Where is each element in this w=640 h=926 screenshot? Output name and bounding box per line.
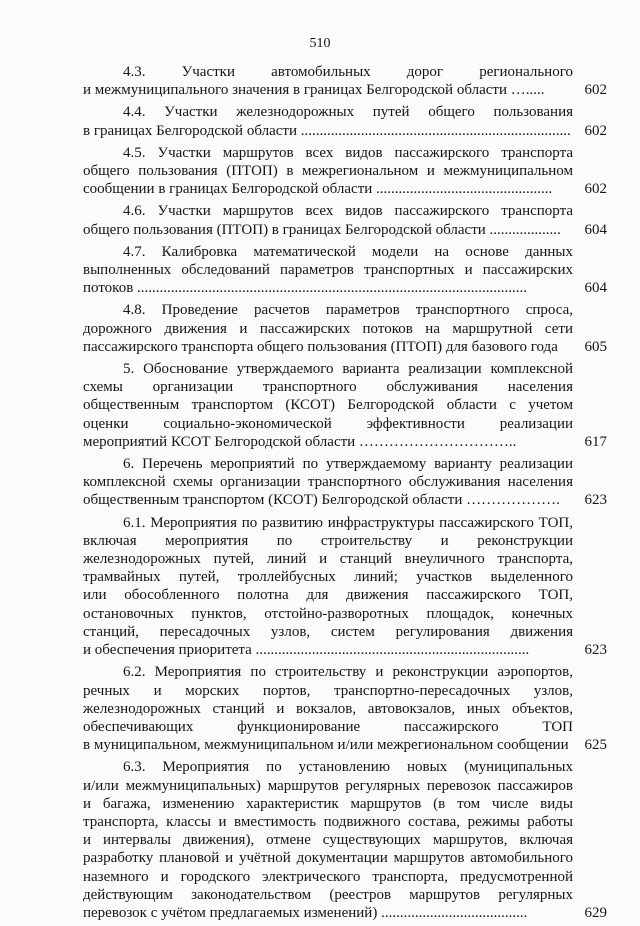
toc-page-number: 605 [584,338,607,355]
toc-line: железнодорожных станций и вокзалов, автовокзалов, иных объектов, [83,700,573,717]
toc-entry [83,202,607,238]
toc-entry-text [83,360,607,451]
toc-line: общественным транспортом (КСОТ) Белгородской области ………………. [83,492,560,509]
toc-page-number: 629 [584,904,607,921]
toc-entry-text [83,144,607,199]
toc-line: обеспечивающих функционирование пассажирского ТОП [83,718,573,735]
toc-line: 6. Перечень мероприятий по утверждаемому варианту реализации [123,456,573,473]
toc-entry-text [83,758,607,922]
toc-line: станций, пересадочных узлов, систем регулирования движения [83,623,573,640]
toc-line: остановочных пунктов, отстойно-разворотных площадок, конечных [83,605,573,622]
toc-entry-text [83,103,607,139]
toc-line: действующим законодательством (реестров маршрутов регулярных [83,886,573,903]
toc-entry-text [83,202,607,238]
toc-line: оценки социально-экономической эффективности реализации [83,415,573,432]
page-number: 510 [309,36,331,51]
toc-line: схемы организации транспортного обслуживания населения [83,379,573,396]
toc-entry [83,144,607,199]
toc-line: речных и морских портов, транспортно-пересадочных узлов, [83,682,573,699]
toc-entry [83,360,607,451]
toc-line: дорожного движения и пассажирских потоков на маршрутной сети [83,320,573,337]
toc-line: общественным транспортом (КСОТ) Белгородской области с учетом [83,397,573,414]
toc-line: общего пользования (ПТОП) в границах Белгородской области ................... [83,221,561,238]
toc-line: 4.5. Участки маршрутов всех видов пассажирского транспорта [123,144,573,161]
toc-entry-text [83,663,607,754]
toc-line: транспорта, классы и вместимость подвижного состава, режимы работы [83,813,573,830]
table-of-contents [83,63,607,926]
toc-line: 4.6. Участки маршрутов всех видов пассажирского транспорта [123,203,573,220]
toc-line: и межмуниципального значения в границах Белгородской области …..... [83,82,545,99]
toc-line: 6.3. Мероприятия по установлению новых (муниципальных [123,759,573,776]
toc-line: 4.4. Участки железнодорожных путей общего пользования [123,104,573,121]
toc-page-number: 602 [584,82,607,99]
toc-entry [83,103,607,139]
toc-page-number: 617 [584,433,607,450]
toc-entry [83,514,607,660]
toc-page-number: 625 [584,737,607,754]
toc-line: перевозок с учётом предлагаемых изменений) ....................................... [83,904,528,921]
toc-line: 6.2. Мероприятия по строительству и реконструкции аэропортов, [123,664,573,681]
toc-line: в муниципальном, межмуниципальном и/или межрегиональном сообщении [83,737,569,754]
toc-entry-text [83,63,607,99]
toc-line: в границах Белгородской области ........................................................................ [83,122,571,139]
toc-entry [83,663,607,754]
toc-line: мероприятий КСОТ Белгородской области ………………………….. [83,433,517,450]
toc-line: 4.8. Проведение расчетов параметров транспортного спроса, [123,302,573,319]
toc-entry [83,455,607,510]
toc-entry-text [83,455,607,510]
toc-entry [83,758,607,922]
toc-line: пассажирского транспорта общего пользования (ПТОП) для базового года [83,338,558,355]
toc-page-number: 623 [584,492,607,509]
toc-line: общего пользования (ПТОП) в межрегиональном и межмуниципальном [83,163,573,180]
toc-entry [83,63,607,99]
toc-line: или обособленного полотна для движения пассажирского ТОП, [83,587,573,604]
toc-line: включая мероприятия по строительству и реконструкции [83,532,573,549]
toc-entry [83,301,607,356]
toc-entry-text [83,243,607,298]
toc-line: 5. Обоснование утверждаемого варианта реализации комплексной [123,361,573,378]
toc-page-number: 604 [584,280,607,297]
toc-line: и багажа, изменению характеристик маршрутов (в том числе виды [83,795,573,812]
toc-page-number: 602 [584,181,607,198]
toc-page-number: 623 [584,642,607,659]
toc-entry-text [83,301,607,356]
toc-entry-text [83,514,607,660]
toc-line: трамвайных путей, троллейбусных линий; участков выделенного [83,569,573,586]
toc-line: 4.7. Калибровка математической модели на основе данных [123,243,573,260]
toc-line: сообщении в границах Белгородской области ............................................... [83,181,553,198]
toc-line: выполненных обследований параметров транспортных и пассажирских [83,262,573,279]
toc-line: разработку плановой и учётной документации маршрутов автомобильного [83,850,573,867]
toc-line: и/или межмуниципальных) маршрутов регулярных перевозок пассажиров [83,777,573,794]
toc-line: потоков ........................................................................................................ [83,280,528,297]
toc-line: комплексной схемы организации транспортного обслуживания населения [83,474,573,491]
toc-page-number: 604 [584,221,607,238]
toc-line: и интервалы движения), отмене существующих маршрутов, включая [83,832,573,849]
toc-line: железнодорожных путей, линий и станций внеуличного транспорта, [83,551,573,568]
toc-line: 4.3. Участки автомобильных дорог регионального [123,64,573,80]
toc-line: и обеспечения приоритета ......................................................................... [83,642,530,659]
toc-page-number: 602 [584,122,607,139]
toc-entry [83,243,607,298]
toc-line: 6.1. Мероприятия по развитию инфраструктуры пассажирского ТОП, [123,514,573,531]
toc-line: наземного и городского электрического транспорта, предусмотренной [83,868,573,885]
